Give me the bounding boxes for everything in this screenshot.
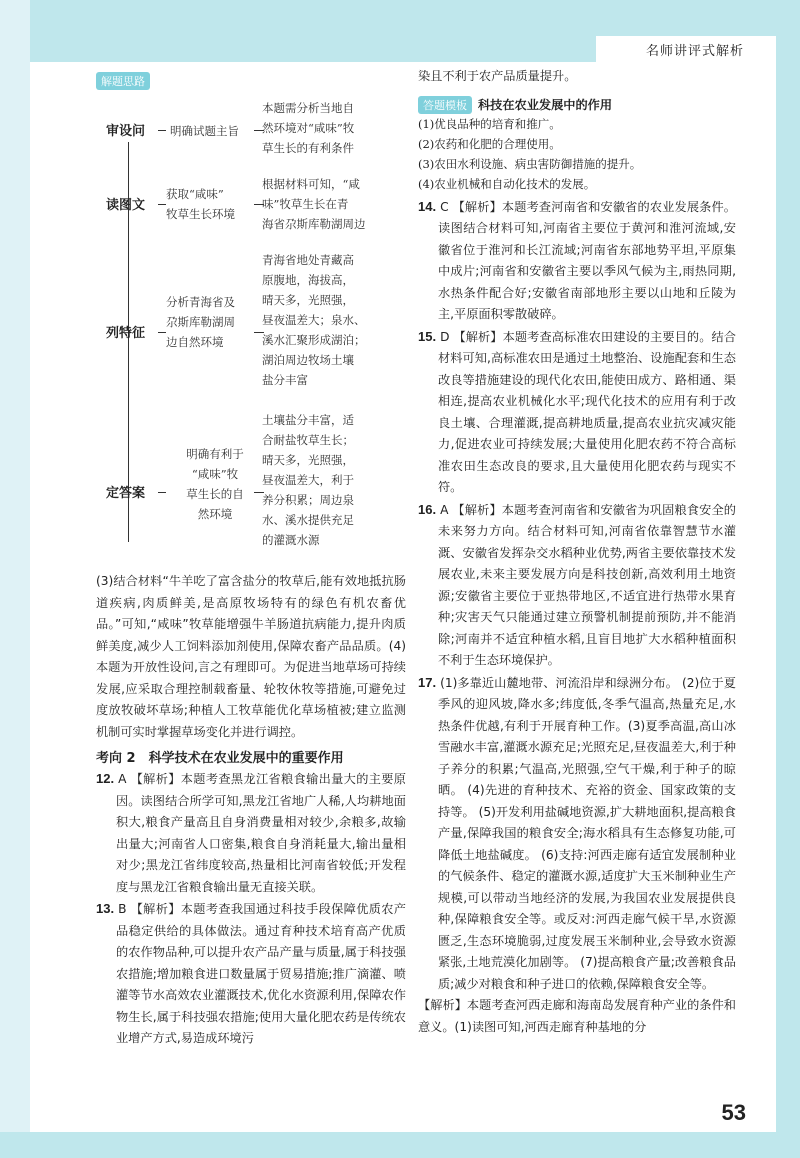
- page-number: 53: [721, 1100, 746, 1125]
- text-line: 根据材料可知，“咸: [262, 177, 360, 191]
- step-mid-2: [166, 184, 258, 224]
- step-right-3: [262, 250, 402, 390]
- step-mid-3: [166, 292, 258, 352]
- question-text: (1)多靠近山麓地带、河流沿岸和绿洲分布。 (2)位于夏季风的迎风坡,降水多;纬度低,冬季气温高,热量充足,水热条件优越,有利于开展育种工作。(3)夏季高温,高山冰雪融水丰富,灌溉水源充足;光照充足,昼夜温差大,利于种子养分的积累;气温高,光照强,空气干燥,利于种子的晾晒。 (4)先进的育种技术、充裕的资金、国家政策的支持等。 (5)开发利用盐碱地资源,扩大耕地面积,提高粮食产量,保障我国的粮食安全;海水稻具有生态修复功能,可降低土地盐碱度。 (6)支持:河西走廊有适宜发展制种业的气候条件、稳定的灌溉水源,适度扩大玉米制种业生产规模,可以带动当地经济的发展,为我国农业发展提供良种,保障粮食安全等。或反对:河西走廊气候干旱,水资源匮乏,生态环境脆弱,过度发展玉米制种业,会导致水资源紧张,土地荒漠化加剧等。 (7)提高粮食产量;改善粮食品质;减少对粮食和种子进口的依赖,保障粮食安全等。: [438, 675, 736, 991]
- header-title: 名师讲评式解析: [645, 44, 744, 59]
- right-column: [418, 66, 736, 1038]
- text-line: 味”牧草生长在青: [262, 197, 349, 211]
- step-mid-4: [172, 444, 258, 524]
- question-number: 17.: [418, 674, 437, 690]
- right-band: [776, 0, 800, 1158]
- text-line: 水、溪水提供充足: [262, 513, 354, 527]
- template-item: (3)农田水利设施、病虫害防御措施的提升。: [418, 156, 642, 171]
- step-right-4: [262, 410, 402, 550]
- text-line: 土壤盐分丰富，适: [262, 413, 354, 427]
- step-right-1: [262, 98, 402, 158]
- bottom-band: [0, 1132, 800, 1158]
- question-text: D 【解析】本题考查高标准农田建设的主要目的。结合材料可知,高标准农田是通过土地整治、设施配套和生态改良等措施建设的现代化农田,能使田成方、路相通、渠相连,提高农业机械化水平;现代化技术的应用有利于改良土壤、合理灌溉,提高耕地质量,提高农业抗灾减灾能力,促进农业可持续发展;大量使用化肥农药不符合高标准农田生态改良的要求,且大量使用化肥农药与现实不符。: [438, 329, 736, 494]
- text-line: 原腹地，海拔高，: [262, 273, 354, 287]
- question-text: B 【解析】本题考查我国通过科技手段保障优质农产品稳定供给的具体做法。通过育种技术培育高产优质的农作物品种,可以提升农产品产量与质量,属于科技强农措施;增加粮食进口数量属于贸易措施;推广滴灌、喷灌等节水高效农业灌溉技术,优化水资源利用,保障农作物生长,属于科技强农措施;使用大量化肥农药是传统农业增产方式,易造成环境污: [116, 902, 406, 1045]
- question-number: 12.: [96, 771, 115, 786]
- text-line: 合耐盐牧草生长；: [262, 433, 354, 447]
- question-12: [96, 768, 406, 898]
- template-item: (2)农药和化肥的合理使用。: [418, 136, 561, 151]
- text-line: 晴天多，光照强，: [262, 453, 354, 467]
- left-column: [96, 66, 406, 1050]
- answer-template: [418, 94, 736, 194]
- step-label-4: 定答案: [106, 486, 146, 501]
- text-line: 湖泊周边牧场土壤: [262, 353, 354, 367]
- text-line: 然环境对“咸味”牧: [262, 121, 355, 135]
- question-number: 15.: [418, 328, 437, 344]
- text-line: 的灌溉水源: [262, 533, 320, 547]
- step-mid-1: 明确试题主旨: [170, 124, 239, 138]
- analysis-17: 【解析】本题考查河西走廊和海南岛发展育种产业的条件和意义。(1)读图可知,河西走廊育种基地的分: [418, 998, 736, 1034]
- template-title: 科技在农业发展中的作用: [478, 97, 613, 112]
- text-line: 获取“咸味”: [166, 187, 224, 201]
- text-line: 养分积累；周边泉: [262, 493, 354, 507]
- step-label-3: 列特征: [106, 326, 146, 341]
- step-label-1: 审设问: [106, 124, 146, 139]
- text-line: “咸味”牧: [191, 467, 239, 481]
- question-17: [418, 672, 736, 996]
- text-line: 草生长的有利条件: [262, 141, 354, 155]
- text-line: 分析青海省及: [166, 295, 235, 309]
- question-number: 14.: [418, 198, 437, 214]
- left-band: [0, 0, 30, 1158]
- question-14: [418, 196, 736, 326]
- question-number: 16.: [418, 501, 437, 517]
- mindmap-tag: 解题思路: [96, 72, 150, 90]
- step-right-2: [262, 174, 402, 234]
- connector: [158, 332, 166, 333]
- text-line: 昼夜温差大，利于: [262, 473, 354, 487]
- connector: [158, 130, 166, 131]
- question-text: A 【解析】本题考查黑龙江省粮食输出量大的主要原因。读图结合所学可知,黑龙江省地广人稀,人均耕地面积大,粮食产量高且自身消费量相对较少,余粮多,故输出量大;河南省人口密集,粮食自身消耗量大,输出量相对少;黑龙江省纬度较高,热量相比河南省较低;开发程度与黑龙江省粮食输出量无直接关联。: [116, 772, 406, 894]
- question-13: [96, 898, 406, 1050]
- text-line: 明确有利于: [186, 447, 244, 461]
- connector: [158, 204, 166, 205]
- solution-mindmap: [96, 66, 406, 571]
- template-item: (4)农业机械和自动化技术的发展。: [418, 176, 596, 191]
- text-line: 青海省地处青藏高: [262, 253, 354, 267]
- question-16: [418, 499, 736, 672]
- answer-paragraph: (3)结合材料“牛羊吃了富含盐分的牧草后,能有效地抵抗肠道疾病,肉质鲜美,是高原牧场特有的绿色有机农畜优品。”可知,“咸味”牧草能增强牛羊肠道抗病能力,提升肉质鲜美度,减少人工饲料添加剂使用,保障农畜产品品质。(4)本题为开放性设问,言之有理即可。为促进当地草场可持续发展,应采取合理控制载畜量、轮牧休牧等措施,可避免过度放牧破坏草场;种植人工牧草能优化草场植被;建立监测机制可实时掌握草场变化并进行调控。: [96, 574, 406, 739]
- text-line: 昼夜温差大；泉水、: [262, 313, 366, 327]
- question-15: [418, 326, 736, 499]
- text-line: 海省尕斯库勒湖周边: [262, 217, 366, 231]
- text-line: 盐分丰富: [262, 373, 308, 387]
- question-text: A 【解析】本题考查河南省和安徽省为巩固粮食安全的未来努力方向。结合材料可知,河南省依靠智慧节水灌溉、安徽省发挥杂交水稻种业优势,两省主要依靠技术发展农业,未来主要发展方向是科技创新,高效利用土地资源;安徽省主要位于亚热带地区,不适宜进行热带水果育种;灾害天气只能通过建立预警机制提前预防,并不能消除;河南并不适宜种植水稻,且盲目地扩大水稻种植面积不利于生态环境保护。: [438, 502, 736, 667]
- template-tag: 答题模板: [418, 96, 472, 114]
- text-line: 草生长的自: [186, 487, 244, 501]
- text-line: 边自然环境: [166, 335, 224, 349]
- text-line: 晴天多，光照强，: [262, 293, 354, 307]
- template-item: (1)优良品种的培育和推广。: [418, 116, 561, 131]
- text-line: 尕斯库勒湖周: [166, 315, 235, 329]
- question-number: 13.: [96, 901, 115, 916]
- text-line: 然环境: [197, 507, 233, 521]
- connector: [158, 492, 166, 493]
- continued-text: 染且不利于农产品质量提升。: [418, 69, 577, 83]
- text-line: 溪水汇聚形成湖泊；: [262, 333, 366, 347]
- text-line: 本题需分析当地自: [262, 101, 354, 115]
- text-line: 牧草生长环境: [166, 207, 235, 221]
- question-text: C 【解析】本题考查河南省和安徽省的农业发展条件。读图结合材料可知,河南省主要位于黄河和淮河流域,安徽省位于淮河和长江流域;河南省东部地势平坦,平原集中成片;河南省和安徽省主要以季风气候为主,雨热同期,水热条件配合好;安徽省南部地形主要以山地和丘陵为主,平原面积零散破碎。: [438, 199, 736, 321]
- step-label-2: 读图文: [106, 198, 146, 213]
- section-title: 考向 2 科学技术在农业发展中的重要作用: [96, 751, 344, 766]
